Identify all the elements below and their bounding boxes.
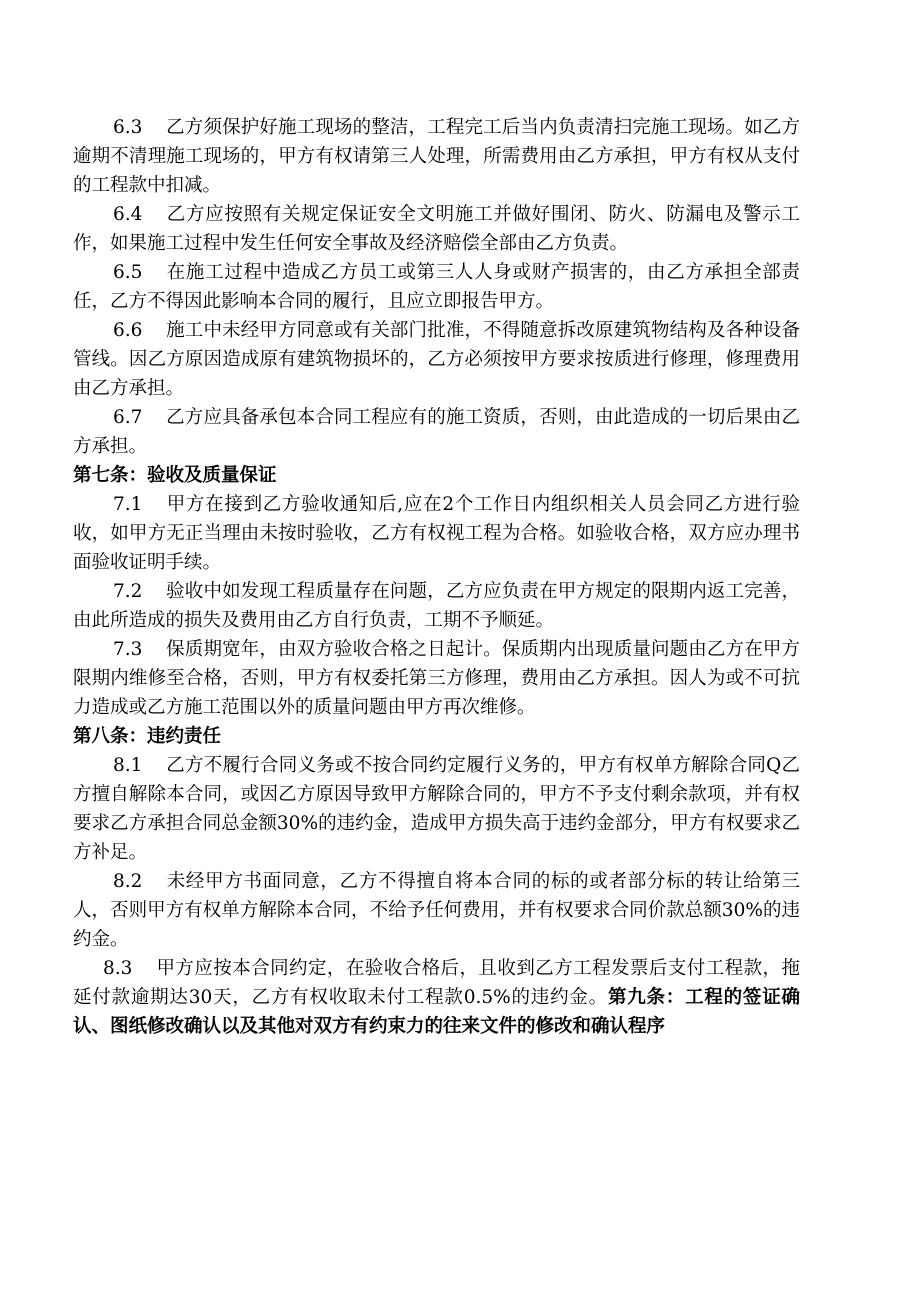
- clause-number: 6.5: [113, 262, 143, 283]
- clause-text: 乙方须保护好施工现场的整洁，工程完工后当内负责清扫完施工现场。如乙方逾期不清理施工现场的，甲方有权请第三人处理，所需费用由乙方承担，甲方有权从支付的工程款中扣减。: [73, 117, 800, 196]
- clause-text: 甲方应按本合同约定，在验收合格后，且收到乙方工程发票后支付工程款，拖延付款逾期达30天，乙方有权收取未付工程款0.5%的违约金。: [73, 958, 800, 1008]
- clause-number: 7.2: [113, 581, 143, 602]
- clause-7-2: [73, 577, 800, 635]
- clause-6-6: [73, 316, 800, 403]
- clause-8-1: [73, 751, 800, 867]
- clause-text: 甲方在接到乙方验收通知后,应在2个工作日内组织相关人员会同乙方进行验收，如甲方无正当理由未按时验收，乙方有权视工程为合格。如验收合格，双方应办理书面验收证明手续。: [73, 494, 800, 573]
- clause-8-3: [73, 954, 800, 1041]
- clause-7-3: [73, 635, 800, 722]
- clause-text: 保质期宽年，由双方验收合格之日起计。保质期内出现质量问题由乙方在甲方限期内维修至合格，否则，甲方有权委托第三方修理，费用由乙方承担。因人为或不可抗力造成或乙方施工范围以外的质量问题由甲方再次维修。: [73, 639, 800, 718]
- clause-number: 8.2: [113, 871, 143, 892]
- section-8-heading: 第八条：违约责任: [73, 726, 222, 747]
- clause-number: 6.6: [113, 320, 143, 341]
- clause-text: 验收中如发现工程质量存在问题，乙方应负责在甲方规定的限期内返工完善，由此所造成的损失及费用由乙方自行负责，工期不予顺延。: [73, 581, 800, 631]
- clause-number: 7.3: [113, 639, 143, 660]
- section-7-heading: 第七条：验收及质量保证: [73, 465, 277, 486]
- clause-text: 乙方应具备承包本合同工程应有的施工资质，否则，由此造成的一切后果由乙方承担。: [73, 407, 800, 457]
- clause-6-7: [73, 403, 800, 461]
- clause-number: 8.3: [103, 958, 133, 979]
- clause-number: 6.3: [113, 117, 143, 138]
- clause-7-1: [73, 490, 800, 577]
- section-9-heading: 第九条：工程的签证确认、图纸修改确认以及其他对双方有约束力的往来文件的修改和确认程序: [73, 987, 800, 1037]
- clause-text: 未经甲方书面同意，乙方不得擅自将本合同的标的或者部分标的转让给第三人，否则甲方有权单方解除本合同，不给予任何费用，并有权要求合同价款总额30%的违约金。: [73, 871, 800, 950]
- clause-number: 8.1: [113, 755, 143, 776]
- clause-text: 乙方应按照有关规定保证安全文明施工并做好围闭、防火、防漏电及警示工作，如果施工过程中发生任何安全事故及经济赔偿全部由乙方负责。: [73, 204, 800, 254]
- clause-6-4: [73, 200, 800, 258]
- clause-number: 7.1: [113, 494, 143, 515]
- clause-text: 乙方不履行合同义务或不按合同约定履行义务的，甲方有权单方解除合同Q乙方擅自解除本合同，或因乙方原因导致甲方解除合同的，甲方不予支付剩余款项，并有权要求乙方承担合同总金额30%的违约金，造成甲方损失高于违约金部分，甲方有权要求乙方补足。: [73, 755, 800, 863]
- clause-number: 6.4: [113, 204, 143, 225]
- clause-6-5: [73, 258, 800, 316]
- clause-text: 施工中未经甲方同意或有关部门批准，不得随意拆改原建筑物结构及各种设备管线。因乙方原因造成原有建筑物损坏的，乙方必须按甲方要求按质进行修理，修理费用由乙方承担。: [73, 320, 800, 399]
- clause-6-3: [73, 113, 800, 200]
- clause-text: 在施工过程中造成乙方员工或第三人人身或财产损害的，由乙方承担全部责任，乙方不得因此影响本合同的履行，且应立即报告甲方。: [73, 262, 800, 312]
- clause-8-2: [73, 867, 800, 954]
- clause-number: 6.7: [113, 407, 143, 428]
